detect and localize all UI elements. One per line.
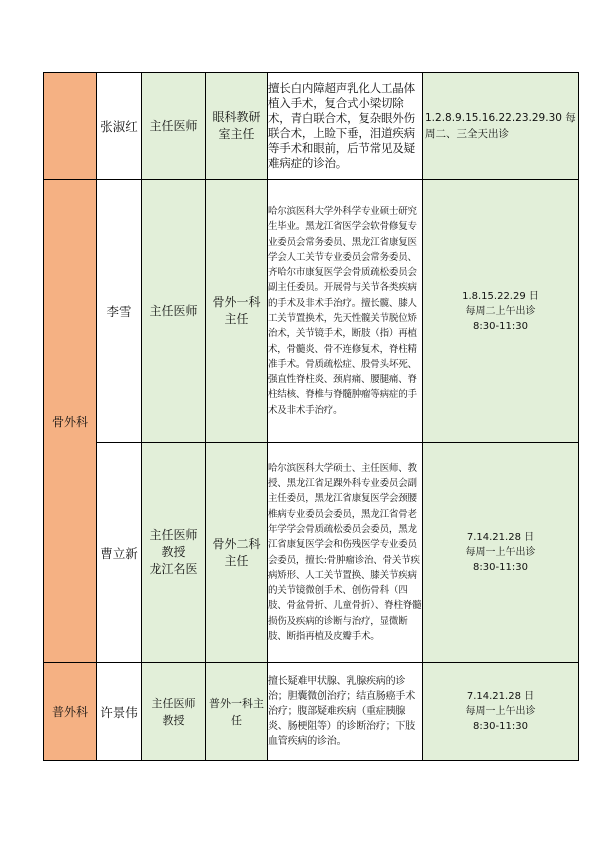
department-cell bbox=[44, 180, 97, 663]
schedule-line: 1.2.8.9.15.16.22.23.29.30 每周二、三全天出诊 bbox=[425, 112, 576, 140]
doctor-name: 李雪 bbox=[97, 180, 142, 443]
doctor-position-line: 主任 bbox=[224, 312, 249, 326]
schedule-line: 7.14.21.28 日 bbox=[466, 532, 535, 543]
doctor-position bbox=[206, 663, 268, 761]
doctor-title-line: 教授 bbox=[161, 545, 186, 559]
department-cell bbox=[44, 73, 97, 180]
doctor-title bbox=[142, 663, 206, 761]
schedule-line: 7.14.21.28 日 bbox=[466, 691, 535, 702]
department-label: 骨外科 bbox=[51, 414, 88, 429]
doctor-specialty: 哈尔滨医科大学外科学专业硕士研究生毕业。黑龙江省医学会软骨修复专业委员会常务委员、黑龙江省康复医学会人工关节专业委员会常务委员、齐哈尔市康复医学会骨质疏松委员会副主任委员。开展骨与关节各类疾病的手术及非术手治疗。擅长髋、膝人工关节置换术，先天性髋关节脱位矫治术，关节镜手术，断肢（指）再植术，骨髓炎、骨不连修复术，脊柱精准手术。骨质疏松症、股骨头坏死、强直性脊柱炎、颈肩痛、腰腿痛、脊柱结核、脊椎与脊髓肿瘤等病症的手术及非术手治疗。 bbox=[268, 180, 423, 443]
clinic-schedule bbox=[423, 180, 579, 443]
doctor-title-line: 龙江名医 bbox=[149, 562, 198, 576]
doctor-schedule-table bbox=[43, 72, 579, 761]
doctor-name: 张淑红 bbox=[97, 73, 142, 180]
schedule-line: 8:30-11:30 bbox=[473, 562, 528, 573]
department-label: 普外科 bbox=[51, 705, 88, 719]
department-cell bbox=[44, 663, 97, 761]
doctor-position bbox=[206, 180, 268, 443]
clinic-schedule bbox=[423, 663, 579, 761]
doctor-position-line: 骨外二科 bbox=[212, 536, 261, 551]
doctor-position-line: 骨外一科 bbox=[212, 295, 261, 309]
schedule-line: 8:30-11:30 bbox=[473, 721, 528, 732]
doctor-title bbox=[142, 73, 206, 180]
doctor-title-line: 主任医师 bbox=[151, 696, 196, 710]
doctor-position bbox=[206, 443, 268, 663]
clinic-schedule bbox=[423, 73, 579, 180]
doctor-title-line: 主任医师 bbox=[149, 303, 198, 318]
schedule-line: 每周二上午出诊 bbox=[465, 305, 536, 317]
table-row bbox=[44, 663, 579, 761]
table-row bbox=[44, 443, 579, 663]
doctor-position-line: 室主任 bbox=[218, 127, 255, 141]
table-row bbox=[44, 73, 579, 180]
doctor-title-line: 教授 bbox=[162, 713, 185, 727]
clinic-schedule bbox=[423, 443, 579, 663]
schedule-line: 1.8.15.22.29 日 bbox=[462, 290, 539, 302]
schedule-line: 8:30-11:30 bbox=[473, 320, 528, 332]
schedule-line: 每周一上午出诊 bbox=[465, 547, 536, 558]
doctor-name: 许景伟 bbox=[97, 663, 142, 761]
doctor-specialty: 擅长白内障超声乳化人工晶体植入手术，复合式小梁切除术，青白联合术，复杂眼外伤联合术，上睑下垂，泪道疾病等手术和眼前，后节常见及疑难病症的诊治。 bbox=[268, 73, 423, 180]
doctor-specialty: 哈尔滨医科大学硕士、主任医师、教授、黑龙江省足踝外科专业委员会副主任委员，黑龙江省康复医学会颈腰椎病专业委员会委员，黑龙江省骨老年学学会骨质疏松委员会委员，黑龙江省康复医学会和伤残医学专业委员会委员，擅长:骨肿瘤诊治、骨关节疾病矫形、人工关节置换、膝关节疾病的关节镜微创手术、创伤骨科（四肢、骨盆骨折、儿童骨折）、脊柱脊髓损伤及疾病的诊断与治疗，显微断肢、断指再植及皮瓣手术。 bbox=[268, 443, 423, 663]
doctor-position-line: 眼科教研 bbox=[212, 110, 261, 124]
doctor-title bbox=[142, 443, 206, 663]
table-row bbox=[44, 180, 579, 443]
doctor-name: 曹立新 bbox=[97, 443, 142, 663]
schedule-line: 每周一上午出诊 bbox=[465, 706, 536, 717]
doctor-title-line: 主任医师 bbox=[149, 118, 198, 133]
doctor-position-line: 任 bbox=[231, 713, 242, 727]
doctor-title bbox=[142, 180, 206, 443]
doctor-title-line: 主任医师 bbox=[149, 528, 198, 542]
doctor-position-line: 普外一科主 bbox=[209, 696, 264, 710]
doctor-position bbox=[206, 73, 268, 180]
doctor-position-line: 主任 bbox=[224, 553, 249, 568]
doctor-specialty: 擅长疑难甲状腺、乳腺疾病的诊治；胆囊微创治疗；结直肠癌手术治疗；腹部疑难疾病（重症胰腺炎、肠梗阻等）的诊断治疗；下肢血管疾病的诊治。 bbox=[268, 663, 423, 761]
